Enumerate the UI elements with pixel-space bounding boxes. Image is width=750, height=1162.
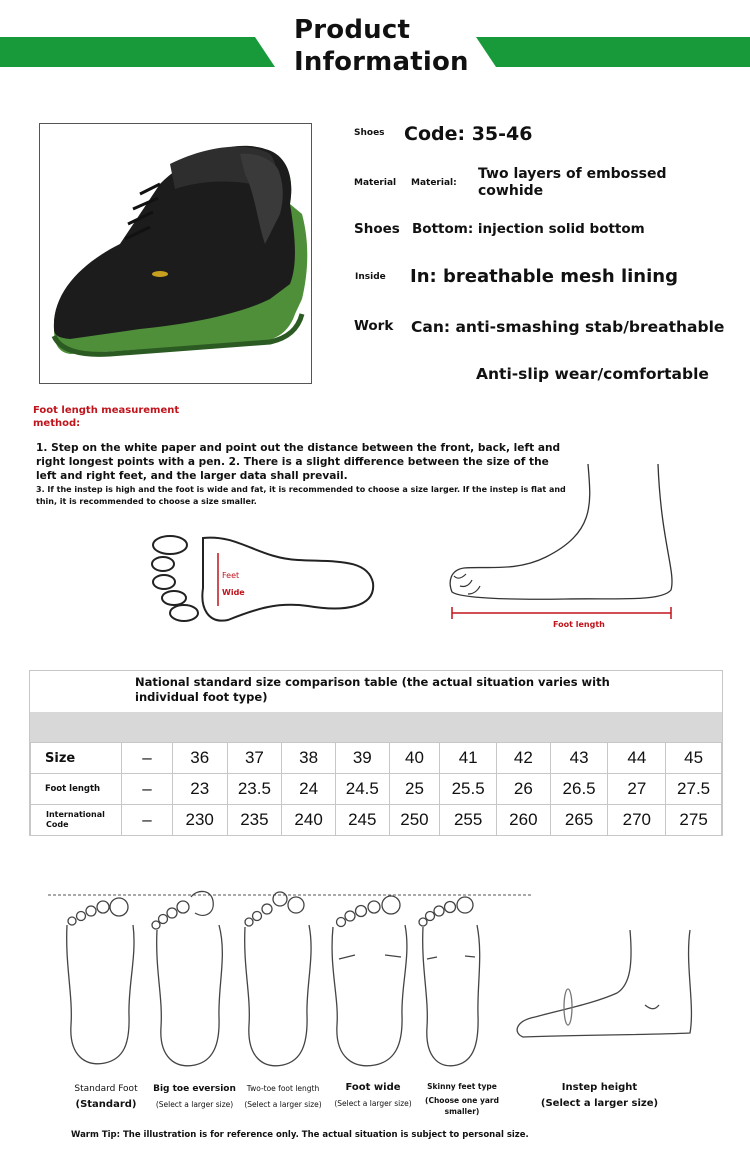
table-cell: 235 (227, 805, 282, 836)
foot-type-wide (333, 1080, 413, 1112)
foot-type-title: Standard Foot (74, 1084, 138, 1094)
foot-type-instep (522, 1080, 677, 1112)
foot-type-title: Two-toe foot length (246, 1084, 320, 1093)
table-cell: 245 (335, 805, 389, 836)
spec-inside: In: breathable mesh lining (410, 266, 678, 287)
header-band-left (0, 37, 275, 67)
row-label-foot-length: Foot length (31, 774, 122, 805)
spec-small-material: Material (354, 178, 397, 188)
table-row (31, 774, 722, 805)
table-cell: 24 (282, 774, 336, 805)
table-cell: 25.5 (440, 774, 497, 805)
table-cell: 24.5 (335, 774, 389, 805)
page-title: Product Information (294, 15, 469, 77)
foot-type-sub: (Select a larger size) (334, 1099, 412, 1108)
table-cell: 39 (335, 743, 389, 774)
table-cell: 45 (666, 743, 722, 774)
table-row (31, 805, 722, 836)
foot-type-sub: (Select a larger size) (244, 1100, 322, 1109)
size-table-caption: National standard size comparison table (the actual situation varies with individual foot type) (135, 675, 610, 704)
spec-material: Two layers of embossed cowhide (478, 166, 667, 199)
table-cell: 270 (608, 805, 666, 836)
header-band-right (476, 37, 750, 67)
spec-small-work: Work (354, 318, 394, 334)
table-cell: 43 (550, 743, 608, 774)
table-row (31, 743, 722, 774)
spec-small-inside: Inside (355, 272, 386, 282)
size-table-gray-bar (30, 712, 722, 742)
table-cell: 44 (608, 743, 666, 774)
spec-small-material2: Material: (411, 178, 457, 188)
table-cell: – (122, 743, 173, 774)
size-table-grid (30, 742, 722, 836)
table-cell: 250 (389, 805, 440, 836)
foot-type-big-toe (152, 1081, 237, 1113)
table-cell: 265 (550, 805, 608, 836)
foot-type-standard (66, 1081, 146, 1113)
table-cell: – (122, 805, 173, 836)
foot-type-sub: (Choose one yard smaller) (425, 1096, 499, 1116)
foot-types-illustration (45, 885, 705, 1070)
measure-step1: 1. Step on the white paper and point out the distance between the front, back, left and right longest points with a pen. 2. There is a slight difference between the size of the left and right feet, and the larger data shall prevail. (36, 442, 561, 482)
table-cell: 36 (172, 743, 227, 774)
table-cell: 27 (608, 774, 666, 805)
table-cell: 260 (497, 805, 551, 836)
foot-type-skinny (418, 1081, 506, 1117)
table-cell: 240 (282, 805, 336, 836)
spec-small-shoes2: Shoes (354, 221, 400, 237)
measure-step3: 3. If the instep is high and the foot is wide and fat, it is recommended to choose a size larger. If the instep is flat and thin, it is recommended to choose a size smaller. (36, 485, 566, 506)
foot-type-title: Skinny feet type (427, 1082, 497, 1091)
table-cell: 38 (282, 743, 336, 774)
measure-heading: Foot length measurement method: (33, 405, 180, 429)
table-cell: 23.5 (227, 774, 282, 805)
table-cell: 27.5 (666, 774, 722, 805)
foot-type-title: Foot wide (345, 1082, 401, 1093)
product-photo (39, 123, 312, 384)
table-cell: 42 (497, 743, 551, 774)
foot-length-label: Foot length (553, 620, 605, 629)
foot-type-sub: (Standard) (75, 1099, 137, 1110)
spec-anti-slip: Anti-slip wear/comfortable (476, 365, 709, 383)
size-table-caption-bar (30, 671, 722, 713)
table-cell: 23 (172, 774, 227, 805)
table-cell: 41 (440, 743, 497, 774)
foot-side-sketch (446, 462, 682, 622)
foot-type-title: Big toe eversion (153, 1084, 236, 1094)
foot-sole-sketch (148, 528, 378, 624)
size-table (29, 670, 723, 836)
table-cell: 230 (172, 805, 227, 836)
spec-bottom: Bottom: injection solid bottom (412, 221, 645, 237)
foot-type-sub: (Select a larger size) (155, 1100, 234, 1109)
safety-shoe-icon (40, 124, 311, 383)
spec-work: Can: anti-smashing stab/breathable (411, 318, 725, 336)
row-label-size: Size (31, 743, 122, 774)
spec-small-shoes: Shoes (354, 128, 385, 138)
spec-code: Code: 35-46 (404, 123, 533, 145)
table-cell: 26 (497, 774, 551, 805)
table-cell: 26.5 (550, 774, 608, 805)
wide-label: Wide (222, 588, 245, 597)
table-cell: – (122, 774, 173, 805)
table-cell: 25 (389, 774, 440, 805)
feet-label: Feet (222, 571, 240, 580)
foot-type-title: Instep height (561, 1082, 638, 1093)
foot-type-two-toe (240, 1081, 326, 1113)
table-cell: 37 (227, 743, 282, 774)
table-cell: 40 (389, 743, 440, 774)
row-label-international-code: International Code (31, 805, 122, 836)
table-cell: 255 (440, 805, 497, 836)
table-cell: 275 (666, 805, 722, 836)
warm-tip: Warm Tip: The illustration is for reference only. The actual situation is subject to personal size. (71, 1130, 529, 1140)
foot-type-sub: (Select a larger size) (540, 1098, 659, 1109)
